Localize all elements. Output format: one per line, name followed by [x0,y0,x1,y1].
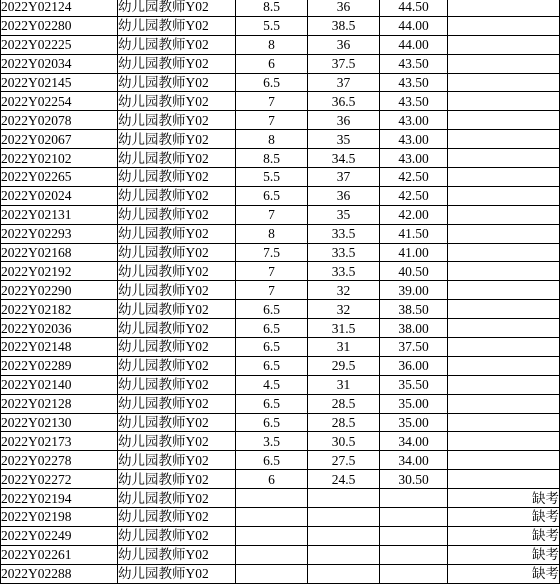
score-a-cell [236,564,308,583]
score-a-cell: 6.5 [236,413,308,432]
score-a-cell: 4.5 [236,375,308,394]
candidate-id-cell: 2022Y02024 [1,186,118,205]
remark-cell [448,92,560,111]
score-b-cell: 37 [308,73,380,92]
total-score-cell: 44.00 [380,35,448,54]
remark-cell [448,205,560,224]
candidate-id-cell: 2022Y02067 [1,130,118,149]
candidate-id-cell: 2022Y02272 [1,470,118,489]
total-score-cell [380,564,448,583]
score-a-cell [236,526,308,545]
remark-cell [448,300,560,319]
remark-cell [448,262,560,281]
total-score-cell: 35.00 [380,394,448,413]
candidate-id-cell: 2022Y02182 [1,300,118,319]
position-cell: 幼儿园教师Y02 [118,35,236,54]
total-score-cell: 34.00 [380,432,448,451]
table-row [1,205,560,224]
remark-cell [448,243,560,262]
score-b-cell: 37 [308,168,380,187]
total-score-cell: 42.50 [380,186,448,205]
table-row [1,319,560,338]
score-b-cell: 34.5 [308,149,380,168]
score-b-cell: 36.5 [308,92,380,111]
candidate-id-cell: 2022Y02145 [1,73,118,92]
score-b-cell: 37.5 [308,54,380,73]
table-row [1,35,560,54]
score-b-cell: 31 [308,338,380,357]
table-row [1,375,560,394]
candidate-id-cell: 2022Y02261 [1,545,118,564]
table-row [1,413,560,432]
total-score-cell: 41.00 [380,243,448,262]
position-cell: 幼儿园教师Y02 [118,54,236,73]
total-score-cell: 38.00 [380,319,448,338]
remark-cell [448,0,560,16]
position-cell: 幼儿园教师Y02 [118,489,236,508]
score-a-cell: 8 [236,130,308,149]
score-a-cell: 7 [236,205,308,224]
remark-cell: 缺考 [448,526,560,545]
total-score-cell [380,489,448,508]
score-b-cell: 35 [308,130,380,149]
remark-cell [448,281,560,300]
candidate-id-cell: 2022Y02078 [1,111,118,130]
candidate-id-cell: 2022Y02254 [1,92,118,111]
score-a-cell: 7 [236,281,308,300]
table-row [1,92,560,111]
score-table-body [1,0,560,583]
score-a-cell: 6 [236,470,308,489]
table-row [1,545,560,564]
candidate-id-cell: 2022Y02249 [1,526,118,545]
total-score-cell: 42.00 [380,205,448,224]
table-row [1,451,560,470]
total-score-cell [380,526,448,545]
position-cell: 幼儿园教师Y02 [118,375,236,394]
remark-cell [448,356,560,375]
candidate-id-cell: 2022Y02198 [1,508,118,527]
score-b-cell: 33.5 [308,243,380,262]
candidate-id-cell: 2022Y02173 [1,432,118,451]
total-score-cell: 35.00 [380,413,448,432]
table-row [1,394,560,413]
table-row [1,356,560,375]
candidate-id-cell: 2022Y02102 [1,149,118,168]
total-score-cell: 39.00 [380,281,448,300]
score-a-cell: 6.5 [236,394,308,413]
score-a-cell: 8.5 [236,0,308,16]
position-cell: 幼儿园教师Y02 [118,243,236,262]
score-b-cell [308,489,380,508]
table-row [1,111,560,130]
table-row [1,489,560,508]
position-cell: 幼儿园教师Y02 [118,545,236,564]
score-b-cell: 36 [308,35,380,54]
remark-cell [448,111,560,130]
score-a-cell: 6.5 [236,186,308,205]
total-score-cell: 30.50 [380,470,448,489]
total-score-cell: 43.00 [380,111,448,130]
candidate-id-cell: 2022Y02278 [1,451,118,470]
score-b-cell: 27.5 [308,451,380,470]
remark-cell [448,375,560,394]
score-a-cell [236,508,308,527]
score-b-cell: 29.5 [308,356,380,375]
remark-cell: 缺考 [448,489,560,508]
table-row [1,243,560,262]
total-score-cell: 37.50 [380,338,448,357]
remark-cell [448,186,560,205]
score-b-cell: 35 [308,205,380,224]
score-a-cell: 7 [236,92,308,111]
total-score-cell: 43.50 [380,92,448,111]
score-a-cell: 6.5 [236,356,308,375]
table-row [1,224,560,243]
score-b-cell: 31.5 [308,319,380,338]
position-cell: 幼儿园教师Y02 [118,319,236,338]
candidate-id-cell: 2022Y02192 [1,262,118,281]
table-row [1,300,560,319]
remark-cell [448,451,560,470]
total-score-cell [380,545,448,564]
remark-cell [448,16,560,35]
table-row [1,281,560,300]
remark-cell [448,224,560,243]
remark-cell [448,35,560,54]
position-cell: 幼儿园教师Y02 [118,526,236,545]
candidate-id-cell: 2022Y02194 [1,489,118,508]
position-cell: 幼儿园教师Y02 [118,92,236,111]
score-b-cell: 36 [308,0,380,16]
position-cell: 幼儿园教师Y02 [118,224,236,243]
score-a-cell: 6 [236,54,308,73]
table-row [1,186,560,205]
candidate-id-cell: 2022Y02034 [1,54,118,73]
score-a-cell [236,489,308,508]
remark-cell [448,168,560,187]
position-cell: 幼儿园教师Y02 [118,281,236,300]
remark-cell [448,394,560,413]
position-cell: 幼儿园教师Y02 [118,300,236,319]
score-b-cell [308,526,380,545]
position-cell: 幼儿园教师Y02 [118,262,236,281]
position-cell: 幼儿园教师Y02 [118,111,236,130]
score-a-cell: 8.5 [236,149,308,168]
score-a-cell: 7.5 [236,243,308,262]
remark-cell [448,470,560,489]
score-b-cell: 38.5 [308,16,380,35]
candidate-id-cell: 2022Y02288 [1,564,118,583]
total-score-cell: 34.00 [380,451,448,470]
position-cell: 幼儿园教师Y02 [118,205,236,224]
position-cell: 幼儿园教师Y02 [118,16,236,35]
remark-cell [448,73,560,92]
total-score-cell: 38.50 [380,300,448,319]
position-cell: 幼儿园教师Y02 [118,394,236,413]
score-a-cell: 7 [236,111,308,130]
candidate-id-cell: 2022Y02293 [1,224,118,243]
score-a-cell: 6.5 [236,319,308,338]
score-b-cell: 32 [308,300,380,319]
candidate-id-cell: 2022Y02290 [1,281,118,300]
total-score-cell: 43.50 [380,73,448,92]
remark-cell [448,432,560,451]
candidate-id-cell: 2022Y02036 [1,319,118,338]
candidate-id-cell: 2022Y02128 [1,394,118,413]
score-a-cell: 8 [236,224,308,243]
position-cell: 幼儿园教师Y02 [118,73,236,92]
score-a-cell: 3.5 [236,432,308,451]
remark-cell: 缺考 [448,564,560,583]
candidate-id-cell: 2022Y02124 [1,0,118,16]
total-score-cell: 41.50 [380,224,448,243]
score-a-cell: 6.5 [236,300,308,319]
position-cell: 幼儿园教师Y02 [118,149,236,168]
position-cell: 幼儿园教师Y02 [118,168,236,187]
score-b-cell: 28.5 [308,413,380,432]
position-cell: 幼儿园教师Y02 [118,356,236,375]
score-a-cell: 5.5 [236,168,308,187]
score-a-cell: 5.5 [236,16,308,35]
score-a-cell: 8 [236,35,308,54]
total-score-cell: 44.00 [380,16,448,35]
remark-cell [448,149,560,168]
score-b-cell: 33.5 [308,224,380,243]
remark-cell: 缺考 [448,508,560,527]
table-row [1,130,560,149]
score-a-cell [236,545,308,564]
position-cell: 幼儿园教师Y02 [118,432,236,451]
position-cell: 幼儿园教师Y02 [118,0,236,16]
remark-cell [448,413,560,432]
candidate-id-cell: 2022Y02131 [1,205,118,224]
score-b-cell: 32 [308,281,380,300]
position-cell: 幼儿园教师Y02 [118,130,236,149]
score-b-cell: 28.5 [308,394,380,413]
position-cell: 幼儿园教师Y02 [118,564,236,583]
score-a-cell: 7 [236,262,308,281]
score-b-cell: 36 [308,111,380,130]
score-a-cell: 6.5 [236,338,308,357]
score-b-cell: 24.5 [308,470,380,489]
table-row [1,54,560,73]
remark-cell [448,130,560,149]
table-row [1,168,560,187]
remark-cell: 缺考 [448,545,560,564]
position-cell: 幼儿园教师Y02 [118,470,236,489]
total-score-cell: 43.50 [380,54,448,73]
score-a-cell: 6.5 [236,451,308,470]
position-cell: 幼儿园教师Y02 [118,338,236,357]
total-score-cell [380,508,448,527]
table-row [1,432,560,451]
total-score-cell: 40.50 [380,262,448,281]
table-row [1,149,560,168]
table-row [1,262,560,281]
total-score-cell: 44.50 [380,0,448,16]
score-b-cell: 33.5 [308,262,380,281]
table-row [1,338,560,357]
table-row [1,564,560,583]
total-score-cell: 35.50 [380,375,448,394]
table-row [1,16,560,35]
score-a-cell: 6.5 [236,73,308,92]
candidate-id-cell: 2022Y02140 [1,375,118,394]
candidate-id-cell: 2022Y02130 [1,413,118,432]
total-score-cell: 43.00 [380,149,448,168]
candidate-id-cell: 2022Y02148 [1,338,118,357]
table-row [1,526,560,545]
candidate-id-cell: 2022Y02280 [1,16,118,35]
candidate-id-cell: 2022Y02289 [1,356,118,375]
position-cell: 幼儿园教师Y02 [118,186,236,205]
candidate-id-cell: 2022Y02168 [1,243,118,262]
position-cell: 幼儿园教师Y02 [118,508,236,527]
table-row [1,73,560,92]
total-score-cell: 43.00 [380,130,448,149]
score-b-cell: 31 [308,375,380,394]
remark-cell [448,319,560,338]
score-b-cell: 30.5 [308,432,380,451]
candidate-id-cell: 2022Y02265 [1,168,118,187]
score-b-cell [308,564,380,583]
table-row [1,0,560,16]
table-row [1,470,560,489]
total-score-cell: 36.00 [380,356,448,375]
score-b-cell [308,545,380,564]
table-row [1,508,560,527]
candidate-id-cell: 2022Y02225 [1,35,118,54]
score-b-cell: 36 [308,186,380,205]
position-cell: 幼儿园教师Y02 [118,451,236,470]
position-cell: 幼儿园教师Y02 [118,413,236,432]
score-b-cell [308,508,380,527]
remark-cell [448,54,560,73]
remark-cell [448,338,560,357]
total-score-cell: 42.50 [380,168,448,187]
